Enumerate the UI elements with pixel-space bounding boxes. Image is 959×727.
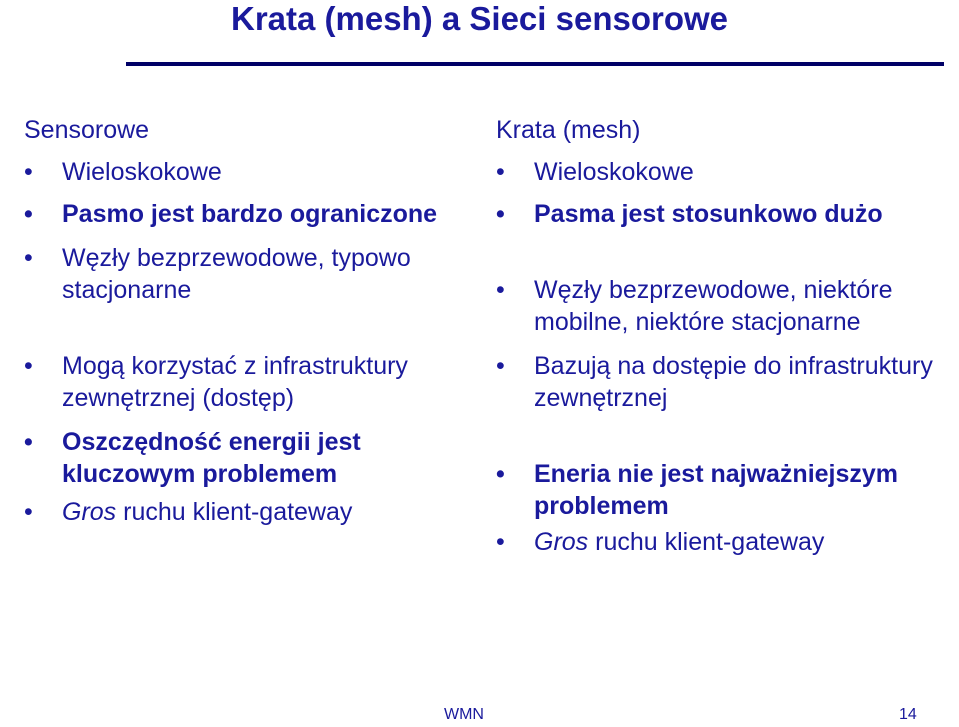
right-item-6-text: ruchu klient-gateway <box>588 528 825 556</box>
left-item-6 <box>24 496 444 528</box>
bullet-icon: • <box>496 352 505 380</box>
bullet-icon: • <box>24 158 33 186</box>
footer-label: WMN <box>444 706 484 723</box>
right-item-6-italic: Gros <box>534 528 589 556</box>
right-heading: Krata (mesh) <box>496 116 641 144</box>
left-item-1-text: Wieloskokowe <box>62 158 222 186</box>
bullet-icon: • <box>496 276 505 304</box>
left-item-3-text: Węzły bezprzewodowe, typowo stacjonarne <box>62 244 411 304</box>
bullet-icon: • <box>24 244 33 272</box>
left-item-5 <box>24 426 444 490</box>
left-item-4-text: Mogą korzystać z infrastruktury zewnętrznej (dostęp) <box>62 352 408 412</box>
left-item-6-text: ruchu klient-gateway <box>116 498 353 526</box>
right-item-3-text: Węzły bezprzewodowe, niektóre mobilne, niektóre stacjonarne <box>534 276 893 336</box>
right-item-1 <box>496 156 956 188</box>
right-item-5 <box>496 458 956 522</box>
right-item-4 <box>496 350 956 414</box>
left-item-4 <box>24 350 444 414</box>
left-item-2-text: Pasmo jest bardzo ograniczone <box>62 200 438 228</box>
right-item-1-text: Wieloskokowe <box>534 158 694 186</box>
bullet-icon: • <box>24 428 33 456</box>
left-column <box>24 114 444 528</box>
right-item-2-text: Pasma jest stosunkowo dużo <box>534 200 883 228</box>
bullet-icon: • <box>496 158 505 186</box>
left-item-2 <box>24 198 444 230</box>
right-item-3 <box>496 274 956 338</box>
right-column <box>496 114 956 558</box>
bullet-icon: • <box>24 352 33 380</box>
bullet-icon: • <box>496 460 505 488</box>
bullet-icon: • <box>24 200 33 228</box>
slide-title: Krata (mesh) a Sieci sensorowe <box>230 0 729 37</box>
left-item-5-text: Oszczędność energii jest kluczowym problemem <box>62 428 361 488</box>
bullet-icon: • <box>496 528 505 556</box>
left-item-1 <box>24 156 444 188</box>
right-item-2 <box>496 198 956 230</box>
right-item-5-text: Eneria nie jest najważniejszym problemem <box>534 460 899 520</box>
left-item-6-italic: Gros <box>62 498 117 526</box>
left-heading: Sensorowe <box>24 116 150 144</box>
right-item-6 <box>496 526 956 558</box>
bullet-icon: • <box>24 498 33 526</box>
bullet-icon: • <box>496 200 505 228</box>
left-item-3 <box>24 242 444 306</box>
title-underline <box>126 62 944 66</box>
right-item-4-text: Bazują na dostępie do infrastruktury zewnętrznej <box>534 352 933 412</box>
page-number: 14 <box>899 706 917 723</box>
